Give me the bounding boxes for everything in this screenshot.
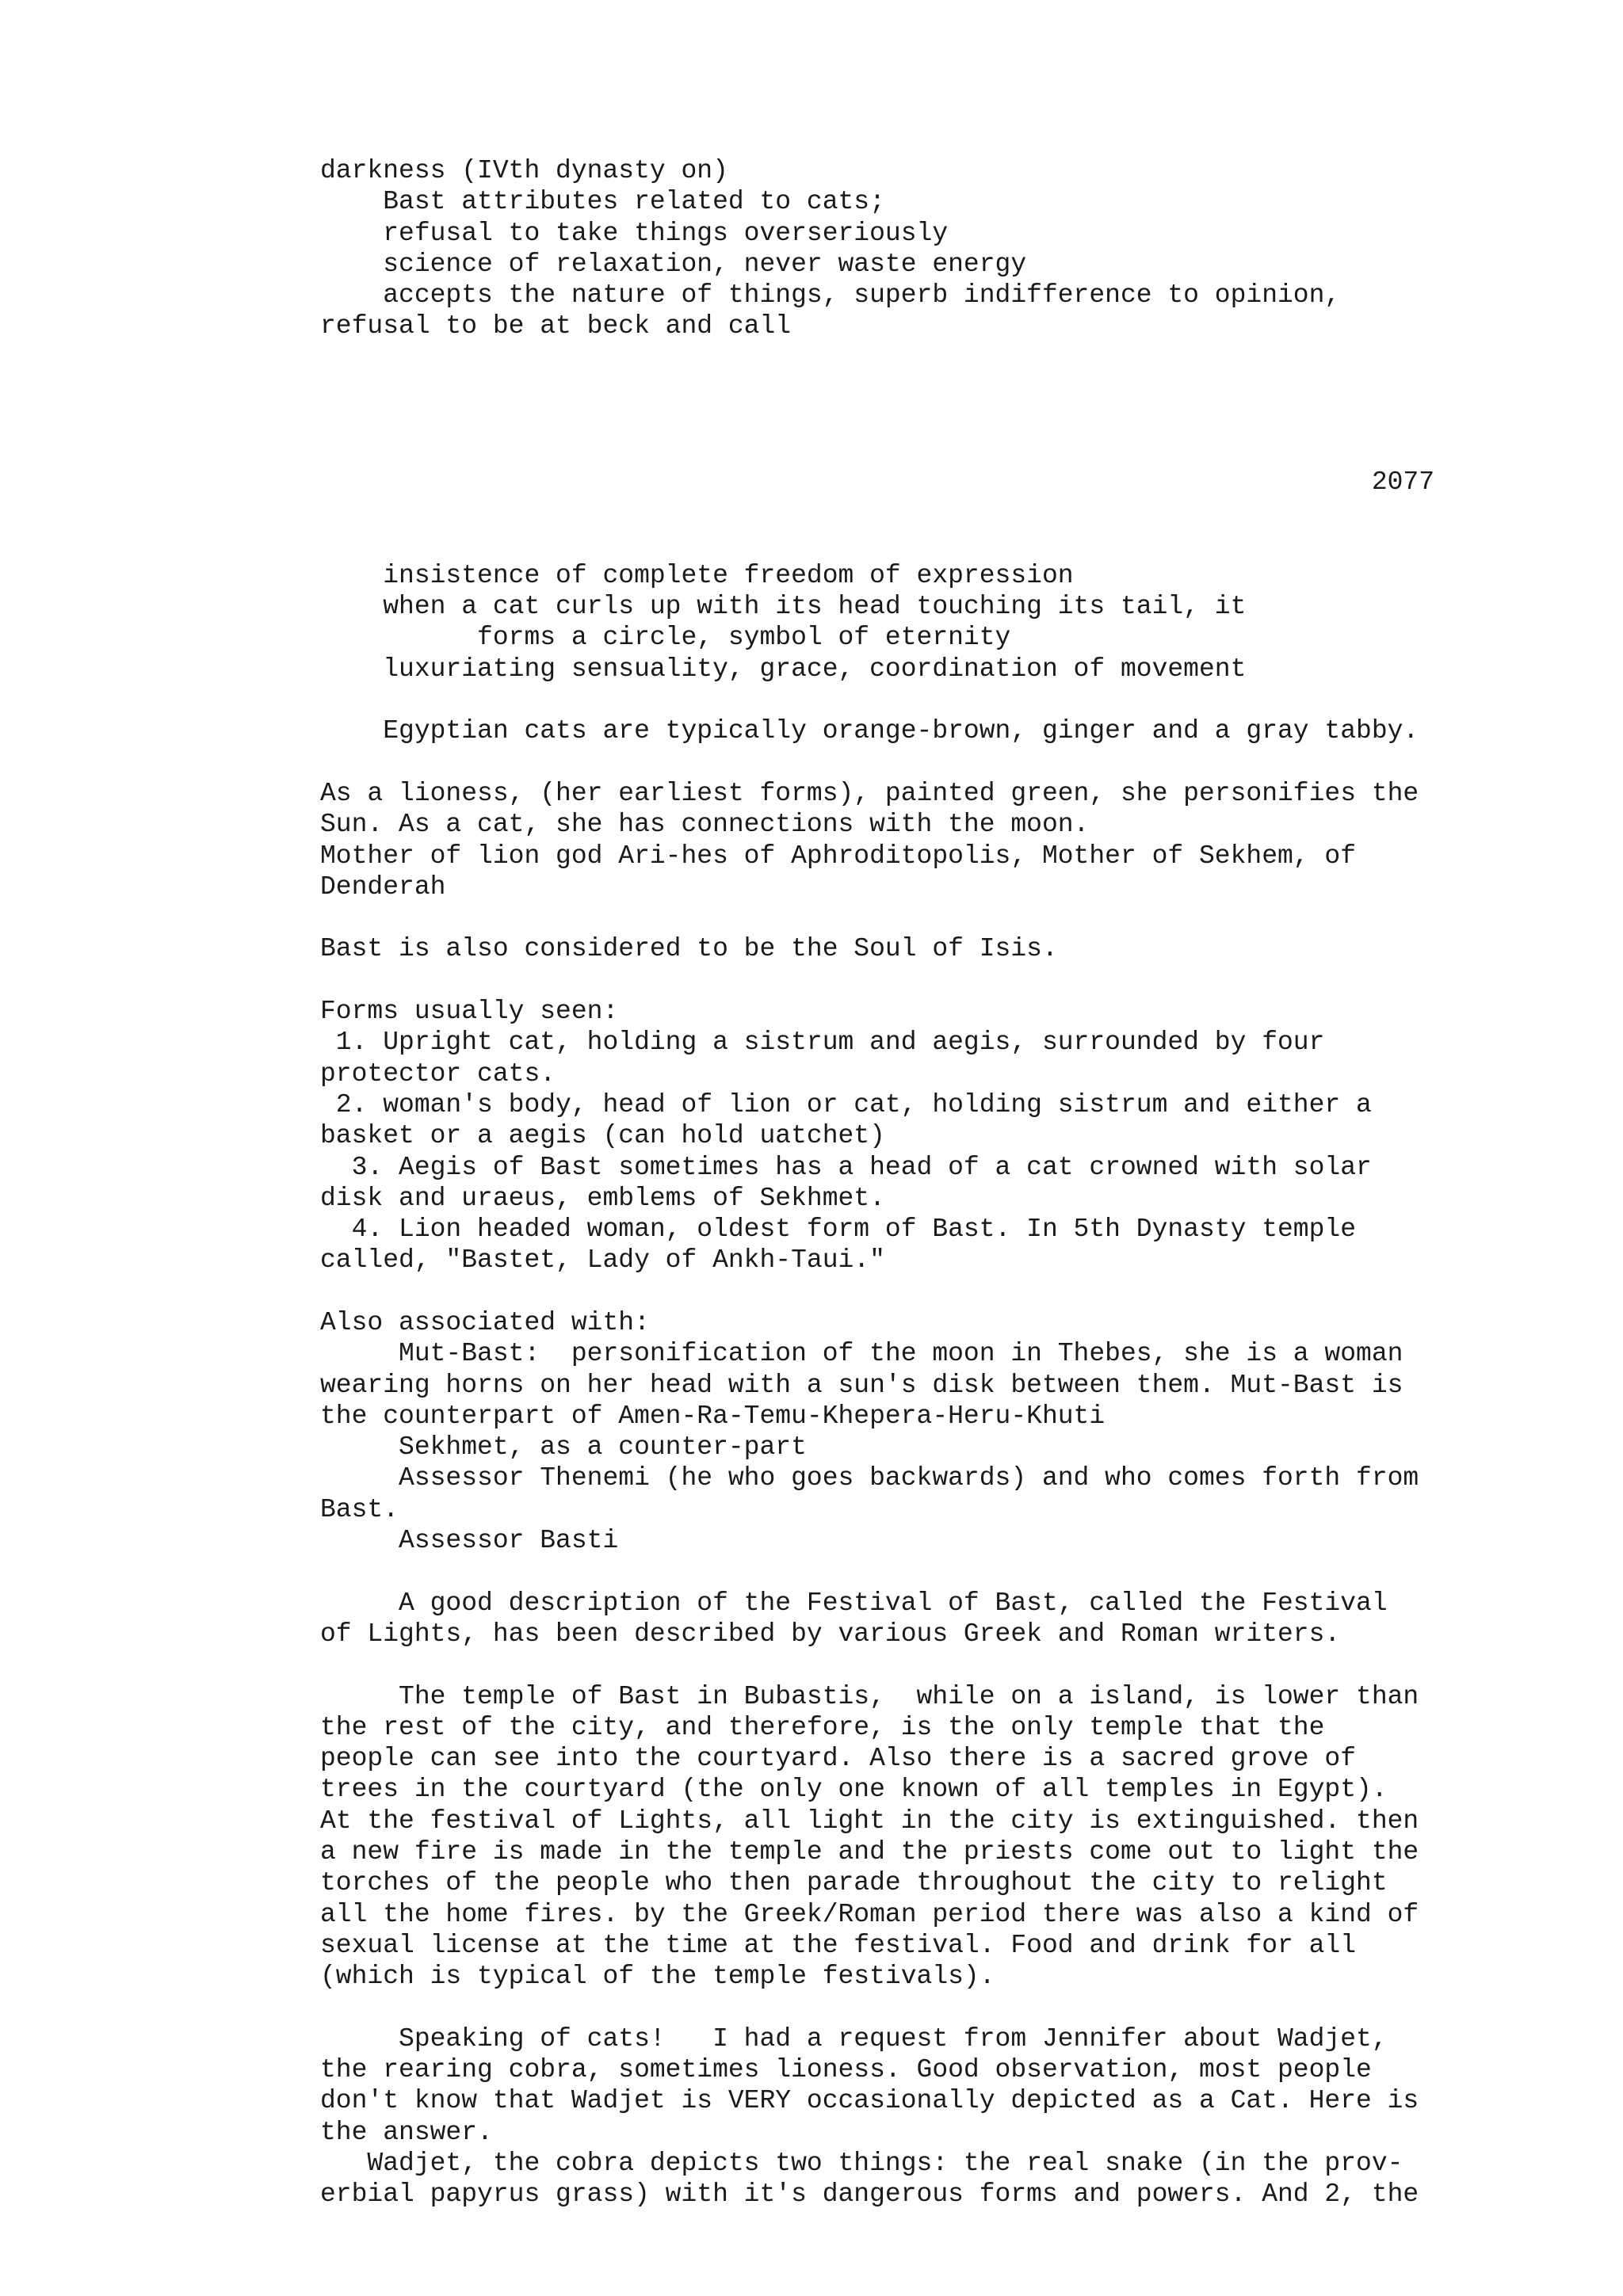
- text-line: Bast attributes related to cats;: [320, 187, 885, 217]
- text-line: refusal to take things overseriously: [320, 218, 949, 248]
- text-line: (which is typical of the temple festivals).: [320, 1962, 995, 1992]
- text-line: Bast is also considered to be the Soul of Isis.: [320, 934, 1058, 964]
- text-line: the rearing cobra, sometimes lioness. Good observation, most people: [320, 2055, 1372, 2085]
- text-line: luxuriating sensuality, grace, coordination of movement: [320, 654, 1247, 684]
- text-line: Forms usually seen:: [320, 997, 619, 1027]
- text-line: sexual license at the time at the festival. Food and drink for all: [320, 1930, 1357, 1960]
- text-line: refusal to be at beck and call: [320, 311, 792, 341]
- text-line: At the festival of Lights, all light in the city is extinguished. then: [320, 1806, 1419, 1836]
- text-line: Wadjet, the cobra depicts two things: the real snake (in the prov-: [320, 2149, 1403, 2178]
- text-line: disk and uraeus, emblems of Sekhmet.: [320, 1183, 885, 1213]
- text-line: when a cat curls up with its head touching its tail, it: [320, 592, 1247, 622]
- text-line: Egyptian cats are typically orange-brown, ginger and a gray tabby.: [320, 716, 1419, 746]
- text-line: trees in the courtyard (the only one known of all temples in Egypt).: [320, 1775, 1388, 1805]
- text-line: the answer.: [320, 2117, 493, 2147]
- text-line: Assessor Thenemi (he who goes backwards) and who comes forth from: [320, 1463, 1419, 1493]
- text-line: Sekhmet, as a counter-part: [320, 1432, 807, 1463]
- text-line: wearing horns on her head with a sun's disk between them. Mut-Bast is: [320, 1370, 1403, 1400]
- text-line: [320, 1993, 1493, 2023]
- text-line: [320, 1556, 1493, 1587]
- text-line: Sun. As a cat, she has connections with the moon.: [320, 810, 1090, 840]
- text-line: [320, 902, 1493, 933]
- text-line: people can see into the courtyard. Also there is a sacred grove of: [320, 1744, 1357, 1774]
- document-body: [320, 155, 1493, 2210]
- text-line: [320, 529, 1493, 560]
- text-line: of Lights, has been described by various Greek and Roman writers.: [320, 1619, 1341, 1649]
- text-line: As a lioness, (her earliest forms), painted green, she personifies the: [320, 778, 1419, 808]
- text-line: all the home fires. by the Greek/Roman period there was also a kind of: [320, 1899, 1419, 1929]
- text-line: 2. woman's body, head of lion or cat, holding sistrum and either a: [320, 1089, 1372, 1119]
- text-line: [320, 436, 1493, 467]
- page-number: 2077: [320, 467, 1435, 497]
- text-line: The temple of Bast in Bubastis, while on a island, is lower than: [320, 1681, 1419, 1711]
- text-line: [320, 685, 1493, 715]
- text-line: [320, 1276, 1493, 1307]
- text-line: a new fire is made in the temple and the priests come out to light the: [320, 1837, 1419, 1867]
- text-line: accepts the nature of things, superb indifference to opinion,: [320, 280, 1341, 311]
- text-line: forms a circle, symbol of eternity: [320, 623, 1011, 653]
- text-line: [320, 342, 1493, 373]
- text-line: the counterpart of Amen-Ra-Temu-Khepera-Heru-Khuti: [320, 1401, 1106, 1431]
- text-line: called, "Bastet, Lady of Ankh-Taui.": [320, 1245, 885, 1276]
- text-line: don't know that Wadjet is VERY occasionally depicted as a Cat. Here is: [320, 2086, 1419, 2116]
- text-line: Mut-Bast: personification of the moon in Thebes, she is a woman: [320, 1339, 1403, 1369]
- text-line: 3. Aegis of Bast sometimes has a head of a cat crowned with solar: [320, 1152, 1372, 1182]
- text-line: darkness (IVth dynasty on): [320, 156, 728, 185]
- text-line: [320, 747, 1493, 778]
- text-line: protector cats.: [320, 1058, 556, 1089]
- text-line: erbial papyrus grass) with it's dangerous forms and powers. And 2, the: [320, 2180, 1419, 2210]
- text-line: Denderah: [320, 871, 446, 902]
- text-line: Speaking of cats! I had a request from Jennifer about Wadjet,: [320, 2023, 1388, 2054]
- text-line: the rest of the city, and therefore, is the only temple that the: [320, 1712, 1325, 1742]
- text-line: science of relaxation, never waste energy: [320, 249, 1027, 279]
- text-line: 1. Upright cat, holding a sistrum and aegis, surrounded by four: [320, 1028, 1325, 1058]
- text-line: insistence of complete freedom of expression: [320, 560, 1074, 590]
- text-line: Mother of lion god Ari-hes of Aphroditopolis, Mother of Sekhem, of: [320, 841, 1357, 871]
- text-line: [320, 498, 1493, 528]
- text-line: [320, 404, 1493, 435]
- text-line: [320, 1650, 1493, 1680]
- text-line: Assessor Basti: [320, 1526, 619, 1556]
- text-line: [320, 373, 1493, 404]
- text-line: Also associated with:: [320, 1307, 650, 1337]
- text-line: Bast.: [320, 1494, 399, 1524]
- text-line: 4. Lion headed woman, oldest form of Bast. In 5th Dynasty temple: [320, 1215, 1357, 1245]
- text-line: A good description of the Festival of Bast, called the Festival: [320, 1588, 1388, 1618]
- text-line: [320, 965, 1493, 996]
- text-line: basket or a aegis (can hold uatchet): [320, 1121, 885, 1151]
- text-line: torches of the people who then parade throughout the city to relight: [320, 1868, 1388, 1898]
